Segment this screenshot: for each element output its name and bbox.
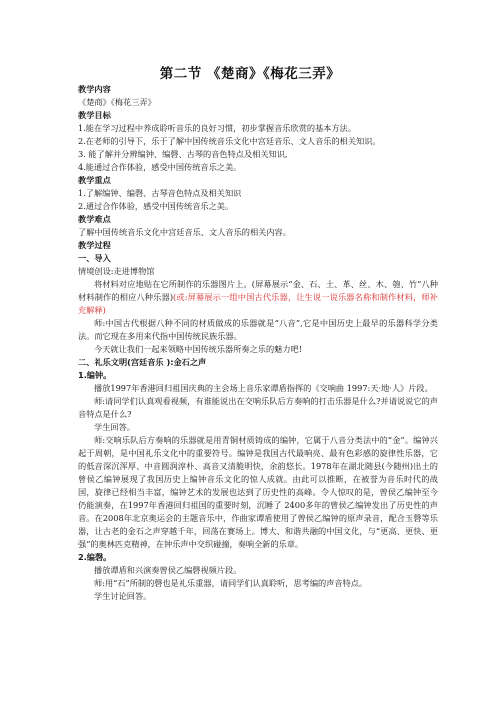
heading-difficulty: 教学难点 [78,214,111,224]
bianqing-paragraph-3: 学生讨论回答。 [94,591,152,601]
intro-paragraph-1 [78,278,438,317]
bianqing-paragraph-1: 播放谭盾和兴演奏曾侯乙编磬视频片段。 [94,565,242,575]
intro-scene: 情境创设:走进博物馆 [78,266,155,276]
goal-item: 3. 能了解并分辨编钟、编磬、古琴的音色特点及相关知识, [78,149,288,159]
heading-intro: 一、导入 [78,253,111,263]
key-point-item: 1.了解编钟、编磬、古琴音色特点及相关知识 [78,188,242,198]
heading-teaching-content: 教学内容 [78,84,111,94]
heading-section-2: 二、礼乐文明(宫廷音乐 ):金石之声 [78,357,207,367]
bianqing-paragraph-2: 师:用“石”所制的磬也是礼乐重器，请同学们认真聆听，思考编的声音特点。 [94,578,368,588]
intro-paragraph-2: 师:中国古代根据八种不同的材质做成的乐器就是“八音”,它是中国历史上最早的乐器科学分类法。而它现在多用来代指中国传统民族乐器。 [78,318,438,341]
intro-paragraph-1-red: (或:屏幕展示一组中国古代乐器，让生说一说乐器名称和制作材料，师补充解释) [78,292,438,315]
heading-key-points: 教学重点 [78,175,111,185]
goal-item: 4.能通过合作体验，感受中国传统音乐之美。 [78,162,242,172]
lesson-content [78,83,438,603]
bianzhong-paragraph-2: 师:请同学们认真观看视频，有谁能说出在交响乐队后方奏响的打击乐器是什么?并请说说它的声音特点是什么? [78,396,438,419]
intro-paragraph-3: 今天就让我们一起来领略中国传统乐器所奏之乐的魅力吧! [94,344,302,354]
heading-teaching-goals: 教学目标 [78,110,111,120]
bianzhong-paragraph-1: 播放1997年香港回归祖国庆典的主会场上音乐家谭盾指挥的《交响曲 1997:天·地·人》片段。 [94,383,433,393]
bianzhong-paragraph-3: 学生回答。 [94,422,135,432]
difficulty-text: 了解中国传统音乐文化中宫廷音乐、文人音乐的相关内容。 [78,227,291,237]
heading-bianzhong: 1.编钟。 [78,370,112,380]
heading-bianqing: 2.编磬。 [78,552,112,562]
bianzhong-paragraph-4: 师:交响乐队后方奏响的乐器就是用青铜材质铸成的编钟，它属于八音分类法中的“金”。编钟兴起于周朝，是中国礼乐文化中的重要符号。编钟是我国古代最响亮、最有色彩感的旋律性乐器，它的低音深沉浑厚、中音圆润淳朴、高音又清脆明快，余韵悠长。1978年在湖北随县(今随州)出土的曾侯乙编钟展现了我国历史上编钟音乐文化的惊人成就。由此可以推断，在被誉为音乐时代的战国，旋律已经相当丰富，编钟艺术的发展也达到了历史性的高峰。令人惊叹的是，曾侯乙编钟至今仍能演奏，在1997年香港回归祖国的重要时刻，沉睡了 2400多年的曾侯乙编钟发出了历史性的声音。在2008年北京奥运会的主题音乐中，作曲家谭盾使用了曾侯乙编钟的原声录音，配合玉磬等乐器，让古老的金石之声穿越千年，回荡在赛场上。博大、和谐共融的中国文化，与“更高、更快、更强”的奥林匹克精神，在钟乐声中交织碰撞，奏响全新的乐章。 [78,435,438,549]
goal-item: 1.能在学习过程中养成聆听音乐的良好习惯，初步掌握音乐欣赏的基本方法。 [78,123,357,133]
heading-process: 教学过程 [78,240,111,250]
teaching-content-text: 《楚商》《梅花三弄》 [78,97,156,107]
intro-paragraph-1-text: 将材料对应地贴在它所制作的乐器图片上。(屏幕展示“金、石、土、革、丝、木、匏、竹”八种材料制作的相应八种乐器) [78,279,438,302]
goal-item: 2.在老师的引导下，乐于了解中国传统音乐文化中宫廷音乐、文人音乐的相关知识。 [78,136,381,146]
key-point-item: 2.通过合作体验，感受中国传统音乐之美。 [78,201,234,211]
page-title: 第二节 《楚商》《梅花三弄》 [159,66,341,82]
